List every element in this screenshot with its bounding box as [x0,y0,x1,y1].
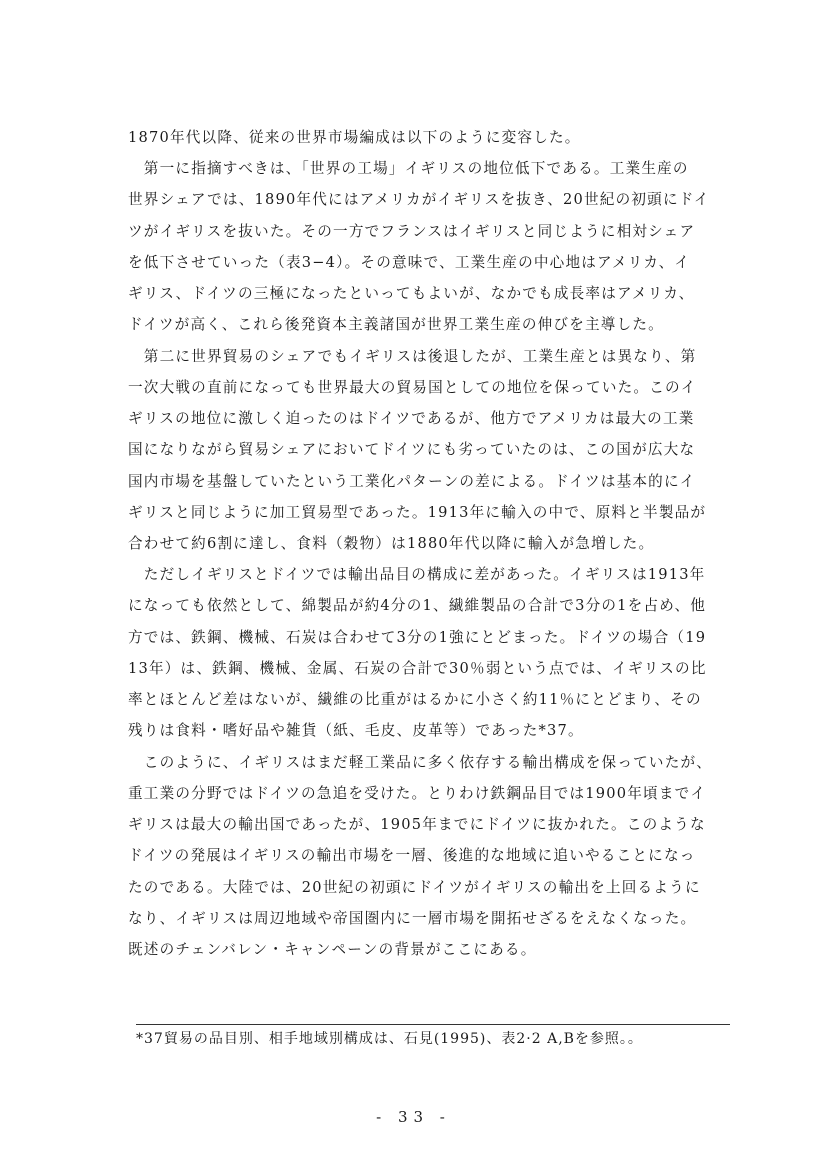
footnote-rule [136,1024,730,1025]
body-line: 1870年代以降、従来の世界市場編成は以下のように変容した。 [128,129,581,146]
body-line: 方では、鉄鋼、機械、石炭は合わせて3分の1強にとどまった。ドイツの場合（19 [128,629,707,646]
body-line: ドイツの発展はイギリスの輸出市場を一層、後進的な地域に追いやることになっ [128,847,696,864]
body-line: 合わせて約6割に達し、食料（穀物）は1880年代以降に輸入が急増した。 [128,535,655,552]
body-line: 率とほとんど差はないが、繊維の比重がはるかに小さく約11％にとどまり、その [128,691,702,708]
body-line: 13年）は、鉄鋼、機械、金属、石炭の合計で30％弱という点では、イギリスの比 [128,660,707,677]
body-line: ギリス、ドイツの三極になったといってもよいが、なかでも成長率はアメリカ、 [128,285,695,302]
body-line: 国になりながら貿易シェアにおいてドイツにも劣っていたのは、この国が広大な [128,441,696,458]
body-line: 一次大戦の直前になっても世界最大の貿易国としての地位を保っていた。このイ [128,379,697,396]
footnote: *37貿易の品目別、相手地域別構成は、石見(1995)、表2·2 A,Bを参照。。 [136,1031,643,1047]
body-line: ドイツが高く、これら後発資本主義諸国が世界工業生産の伸びを主導した。 [128,316,664,333]
body-line: たのである。大陸では、20世紀の初頭にドイツがイギリスの輸出を上回るように [128,879,701,896]
body-line: になっても依然として、綿製品が約4分の1、繊維製品の合計で3分の1を占め、他 [128,597,707,614]
body-line: 世界シェアでは、1890年代にはアメリカがイギリスを抜き、20世紀の初頭にドイ [128,191,710,208]
body-line: 残りは食料・嗜好品や雑貨（紙、毛皮、皮革等）であった*37。 [128,722,584,739]
body-line: なり、イギリスは周辺地域や帝国圏内に一層市場を開拓せざるをえなくなった。 [128,910,697,927]
body-line: 重工業の分野ではドイツの急追を受けた。とりわけ鉄鋼品目では1900年頃までイ [128,785,707,802]
body-line: を低下させていった（表3−4）。その意味で、工業生産の中心地はアメリカ、イ [128,254,691,271]
body-line: ツがイギリスを抜いた。その一方でフランスはイギリスと同じように相対シェア [128,223,696,240]
body-line: 国内市場を基盤していたという工業化パターンの差による。ドイツは基本的にイ [128,473,696,490]
body-line: 第一に指摘すべきは、「世界の工場」イギリスの地位低下である。工業生産の [128,160,689,177]
page-number: - 33 - [376,1108,451,1126]
body-line: 既述のチェンバレン・キャンペーンの背景がここにある。 [128,941,537,958]
body-line: ギリスは最大の輸出国であったが、1905年までにドイツに抜かれた。このような [128,816,706,833]
body-line: ギリスの地位に激しく迫ったのはドイツであるが、他方でアメリカは最大の工業 [128,410,695,427]
body-line: ギリスと同じように加工貿易型であった。1913年に輸入の中で、原料と半製品が [128,504,707,521]
body-line: このように、イギリスはまだ軽工業品に多く依存する輸出構成を保っていたが、 [128,754,713,771]
body-line: 第二に世界貿易のシェアでもイギリスは後退したが、工業生産とは異なり、第 [128,348,697,365]
body-line: ただしイギリスとドイツでは輸出品目の構成に差があった。イギリスは1913年 [128,566,706,583]
